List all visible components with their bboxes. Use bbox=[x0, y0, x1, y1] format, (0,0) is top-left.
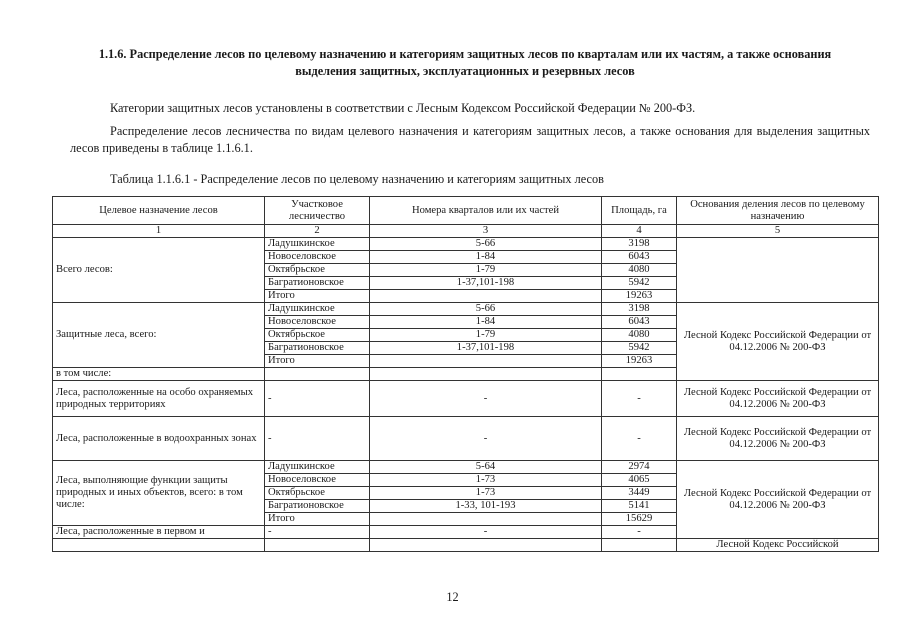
header-area: Площадь, га bbox=[602, 197, 677, 225]
purpose-cell: Леса, расположенные на особо охраняемых природных территориях bbox=[53, 381, 265, 417]
area-cell: 3449 bbox=[602, 487, 677, 500]
district-cell: Октябрьское bbox=[265, 264, 370, 277]
quarters-cell: - bbox=[370, 526, 602, 539]
quarters-cell: 1-84 bbox=[370, 251, 602, 264]
col-number-2: 2 bbox=[265, 225, 370, 238]
section-heading: 1.1.6. Распределение лесов по целевому назначению и категориям защитных лесов по кварталам или их частям, а также основания выделения защитных, эксплуатационных и резервных лесов bbox=[98, 47, 832, 78]
table-row bbox=[53, 381, 879, 417]
basis-cell: Лесной Кодекс Российской Федерации от 04.12.2006 № 200-ФЗ bbox=[677, 381, 879, 417]
purpose-cell: Защитные леса, всего: bbox=[53, 303, 265, 368]
quarters-cell bbox=[370, 513, 602, 526]
area-cell: 6043 bbox=[602, 251, 677, 264]
quarters-cell: - bbox=[370, 381, 602, 417]
area-cell: 3198 bbox=[602, 303, 677, 316]
col-number-3: 3 bbox=[370, 225, 602, 238]
district-cell: Итого bbox=[265, 513, 370, 526]
table-row bbox=[53, 303, 879, 316]
quarters-cell bbox=[370, 355, 602, 368]
page-number: 12 bbox=[446, 590, 459, 604]
area-cell: 3198 bbox=[602, 238, 677, 251]
district-cell: Багратионовское bbox=[265, 277, 370, 290]
col-number-5: 5 bbox=[677, 225, 879, 238]
area-cell: - bbox=[602, 381, 677, 417]
area-cell: 19263 bbox=[602, 355, 677, 368]
basis-cell: Лесной Кодекс Российской bbox=[677, 539, 879, 552]
quarters-cell: 5-64 bbox=[370, 461, 602, 474]
quarters-cell: 1-33, 101-193 bbox=[370, 500, 602, 513]
purpose-cell: Леса, расположенные в водоохранных зонах bbox=[53, 417, 265, 461]
quarters-cell: 1-84 bbox=[370, 316, 602, 329]
header-quarters: Номера кварталов или их частей bbox=[370, 197, 602, 225]
quarters-cell: 1-73 bbox=[370, 474, 602, 487]
quarters-cell bbox=[370, 290, 602, 303]
district-cell: - bbox=[265, 417, 370, 461]
district-cell: Итого bbox=[265, 290, 370, 303]
quarters-cell: - bbox=[370, 417, 602, 461]
area-cell: - bbox=[602, 417, 677, 461]
area-cell: 5942 bbox=[602, 277, 677, 290]
purpose-cell: Леса, выполняющие функции защиты природных и иных объектов, всего: в том числе: bbox=[53, 461, 265, 526]
district-cell: Новоселовское bbox=[265, 251, 370, 264]
district-cell: Новоселовское bbox=[265, 316, 370, 329]
area-cell: 5141 bbox=[602, 500, 677, 513]
quarters-cell: 5-66 bbox=[370, 238, 602, 251]
quarters-cell: 1-79 bbox=[370, 329, 602, 342]
quarters-cell: 5-66 bbox=[370, 303, 602, 316]
district-cell: - bbox=[265, 381, 370, 417]
quarters-cell: 1-79 bbox=[370, 264, 602, 277]
district-cell: Октябрьское bbox=[265, 487, 370, 500]
area-cell: 4080 bbox=[602, 264, 677, 277]
district-cell: Итого bbox=[265, 355, 370, 368]
col-number-4: 4 bbox=[602, 225, 677, 238]
area-cell: 4080 bbox=[602, 329, 677, 342]
district-cell: - bbox=[265, 526, 370, 539]
basis-cell: Лесной Кодекс Российской Федерации от 04.12.2006 № 200-ФЗ bbox=[677, 303, 879, 381]
basis-cell: Лесной Кодекс Российской Федерации от 04.12.2006 № 200-ФЗ bbox=[677, 417, 879, 461]
header-district: Участковое лесничество bbox=[265, 197, 370, 225]
table-caption: Таблица 1.1.6.1 - Распределение лесов по целевому назначению и категориям защитных лесов bbox=[110, 172, 604, 186]
area-cell: 4065 bbox=[602, 474, 677, 487]
district-cell: Ладушкинское bbox=[265, 303, 370, 316]
purpose-cell: Леса, расположенные в первом и bbox=[53, 526, 265, 539]
district-cell: Багратионовское bbox=[265, 500, 370, 513]
basis-cell: Лесной Кодекс Российской Федерации от 04.12.2006 № 200-ФЗ bbox=[677, 461, 879, 539]
area-cell: 15629 bbox=[602, 513, 677, 526]
district-cell: Ладушкинское bbox=[265, 461, 370, 474]
table-row bbox=[53, 539, 879, 552]
area-cell: 19263 bbox=[602, 290, 677, 303]
forest-distribution-table bbox=[52, 196, 879, 552]
quarters-cell: 1-37,101-198 bbox=[370, 277, 602, 290]
district-cell: Октябрьское bbox=[265, 329, 370, 342]
area-cell: 6043 bbox=[602, 316, 677, 329]
quarters-cell: 1-37,101-198 bbox=[370, 342, 602, 355]
quarters-cell: 1-73 bbox=[370, 487, 602, 500]
header-purpose: Целевое назначение лесов bbox=[53, 197, 265, 225]
paragraph-distribution: Распределение лесов лесничества по видам целевого назначения и категориям защитных лесов, а также основания для выделения защитных лесов приведены в таблице 1.1.6.1. bbox=[70, 124, 870, 155]
district-cell: Новоселовское bbox=[265, 474, 370, 487]
area-cell: 5942 bbox=[602, 342, 677, 355]
table-row bbox=[53, 461, 879, 474]
basis-cell bbox=[677, 238, 879, 303]
table-row bbox=[53, 417, 879, 461]
header-basis: Основания деления лесов по целевому назначению bbox=[677, 197, 879, 225]
table-row bbox=[53, 238, 879, 251]
purpose-cell: Всего лесов: bbox=[53, 238, 265, 303]
area-cell: - bbox=[602, 526, 677, 539]
district-cell: Ладушкинское bbox=[265, 238, 370, 251]
area-cell: 2974 bbox=[602, 461, 677, 474]
in-number-label: в том числе: bbox=[53, 368, 265, 381]
col-number-1: 1 bbox=[53, 225, 265, 238]
paragraph-categories: Категории защитных лесов установлены в соответствии с Лесным Кодексом Российской Федерации № 200-ФЗ. bbox=[110, 101, 696, 115]
district-cell: Багратионовское bbox=[265, 342, 370, 355]
